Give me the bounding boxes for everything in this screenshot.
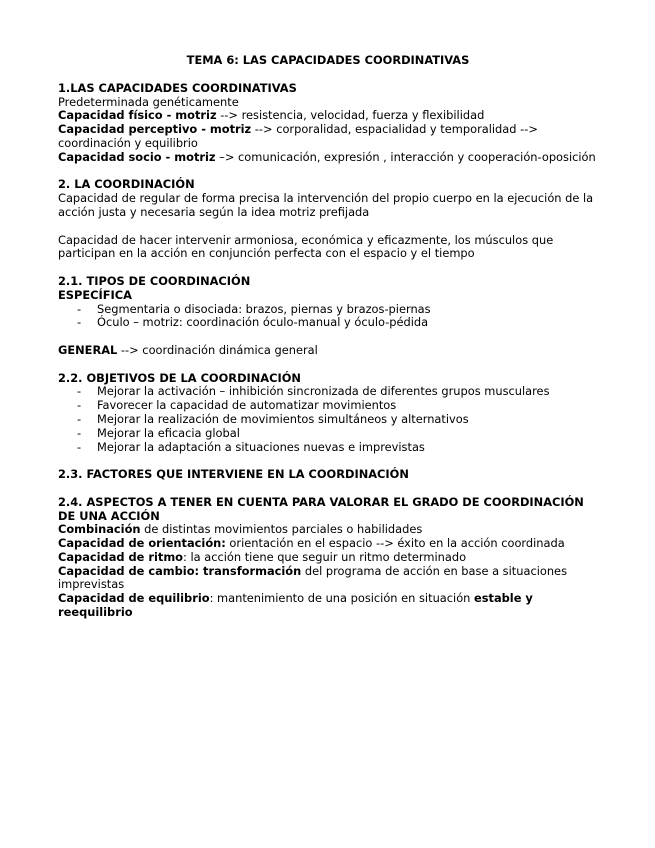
aspect-item bbox=[58, 592, 598, 620]
section-heading: 1.LAS CAPACIDADES COORDINATIVAS bbox=[58, 80, 297, 95]
bullet: - bbox=[77, 425, 82, 440]
bullet: - bbox=[77, 301, 82, 316]
paragraph: Capacidad de regular de forma precisa la intervención del propio cuerpo en la ejecución de la acción justa y necesaria según la idea motriz prefijada bbox=[58, 191, 594, 219]
bullet: - bbox=[77, 411, 82, 426]
section-objetivos bbox=[58, 372, 598, 455]
section-heading: 2.1. TIPOS DE COORDINACIÓN bbox=[58, 273, 251, 288]
general-text: --> coordinación dinámica general bbox=[117, 342, 318, 357]
aspect-text: : mantenimiento de una posición en situación bbox=[209, 591, 474, 606]
capacity-text: --> resistencia, velocidad, fuerza y flexibilidad bbox=[216, 108, 485, 123]
aspect-text: orientación en el espacio --> éxito en la acción coordinada bbox=[225, 536, 565, 551]
section-coordinacion-cont bbox=[58, 234, 598, 262]
bullet: - bbox=[77, 439, 82, 454]
section-tipos bbox=[58, 275, 598, 330]
general-label: GENERAL bbox=[58, 342, 118, 357]
capacity-text: --> corporalidad, espacialidad y temporalidad --> coordinación y equilibrio bbox=[58, 122, 538, 150]
bullet-list bbox=[58, 303, 598, 331]
section-factores bbox=[58, 468, 598, 482]
section-capacidades bbox=[58, 82, 598, 165]
aspect-label: Capacidad de orientación: bbox=[58, 536, 226, 551]
bullet-list bbox=[58, 385, 598, 454]
list-item-text: Mejorar la adaptación a situaciones nuevas e imprevistas bbox=[97, 439, 425, 454]
list-item bbox=[58, 413, 598, 427]
aspect-label: Combinación bbox=[58, 522, 141, 537]
list-item-text: Favorecer la capacidad de automatizar movimientos bbox=[97, 398, 397, 413]
aspect-item bbox=[58, 565, 598, 593]
aspect-text: de distintas movimientos parciales o habilidades bbox=[140, 522, 423, 537]
section-heading: 2.3. FACTORES QUE INTERVIENE EN LA COORDINACIÓN bbox=[58, 467, 409, 482]
list-item-text: Óculo – motriz: coordinación óculo-manual y óculo-pédida bbox=[97, 315, 429, 330]
capacity-item bbox=[58, 151, 598, 165]
capacity-item bbox=[58, 123, 598, 151]
document-page bbox=[58, 54, 598, 634]
section-heading: 2. LA COORDINACIÓN bbox=[58, 177, 195, 192]
list-item bbox=[58, 441, 598, 455]
section-coordinacion bbox=[58, 178, 598, 219]
list-item bbox=[58, 399, 598, 413]
aspect-label: Capacidad de equilibrio bbox=[58, 591, 210, 606]
list-item bbox=[58, 385, 598, 399]
list-item-text: Mejorar la activación – inhibición sincronizada de diferentes grupos musculares bbox=[97, 384, 550, 399]
bullet: - bbox=[77, 398, 82, 413]
list-item bbox=[58, 316, 598, 330]
document-title: TEMA 6: LAS CAPACIDADES COORDINATIVAS bbox=[186, 53, 470, 67]
aspect-item bbox=[58, 551, 598, 565]
capacity-item bbox=[58, 109, 598, 123]
aspect-label: Capacidad de ritmo bbox=[58, 549, 184, 564]
aspect-text: : la acción tiene que seguir un ritmo determinado bbox=[183, 549, 467, 564]
section-aspectos bbox=[58, 496, 598, 620]
capacity-text: –> comunicación, expresión , interacción y cooperación-oposición bbox=[215, 149, 596, 164]
aspect-label: Capacidad de cambio: transformación bbox=[58, 563, 302, 578]
list-item-text: Mejorar la eficacia global bbox=[97, 425, 240, 440]
bullet: - bbox=[77, 315, 82, 330]
aspect-bold-end: estable y reequilibrio bbox=[58, 591, 533, 620]
paragraph: Capacidad de hacer intervenir armoniosa, económica y eficazmente, los músculos que participan en la acción en conjunción perfecta con el espacio y el tiempo bbox=[58, 232, 554, 261]
paragraph bbox=[58, 344, 598, 358]
capacity-label: Capacidad físico - motriz bbox=[58, 108, 217, 123]
aspect-item bbox=[58, 537, 598, 551]
aspect-item bbox=[58, 523, 598, 537]
capacity-label: Capacidad perceptivo - motriz bbox=[58, 122, 252, 137]
subheading: ESPECÍFICA bbox=[58, 287, 132, 302]
aspect-text: del programa de acción en base a situaciones imprevistas bbox=[58, 563, 567, 592]
bullet: - bbox=[77, 384, 82, 399]
list-item bbox=[58, 427, 598, 441]
list-item-text: Segmentaria o disociada: brazos, piernas y brazos-piernas bbox=[97, 301, 431, 316]
paragraph: Predeterminada genéticamente bbox=[58, 94, 239, 109]
capacity-label: Capacidad socio - motriz bbox=[58, 149, 216, 164]
list-item-text: Mejorar la realización de movimientos simultáneos y alternativos bbox=[97, 411, 469, 426]
section-heading: 2.2. OBJETIVOS DE LA COORDINACIÓN bbox=[58, 370, 301, 385]
section-heading: 2.4. ASPECTOS A TENER EN CUENTA PARA VALORAR EL GRADO DE COORDINACIÓN DE UNA ACCIÓN bbox=[58, 494, 584, 523]
section-general bbox=[58, 344, 598, 358]
